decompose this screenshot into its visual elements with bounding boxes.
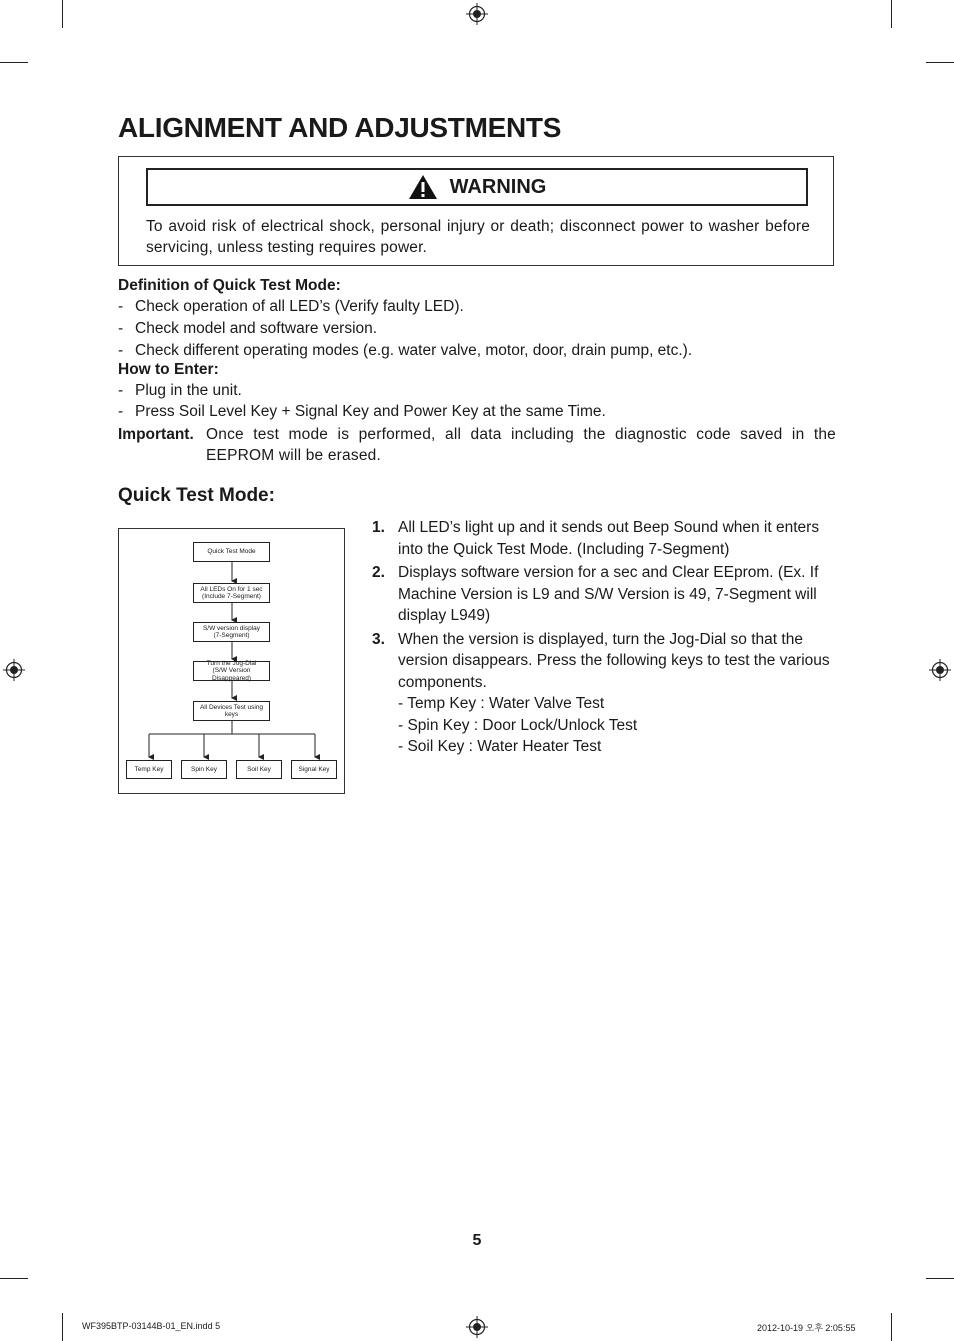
flow-box-label: Quick Test Mode xyxy=(207,548,256,556)
registration-mark-icon xyxy=(466,1316,488,1338)
crop-mark xyxy=(62,1313,63,1341)
list-item-text: Check operation of all LED’s (Verify faulty LED). xyxy=(135,298,464,315)
crop-mark xyxy=(891,0,892,28)
list-item: - Check model and software version. xyxy=(118,320,378,337)
flow-box-soil-key xyxy=(236,760,282,779)
quick-test-steps xyxy=(372,517,836,760)
list-item-text: Check model and software version. xyxy=(135,320,378,337)
crop-mark xyxy=(62,0,63,28)
step-text: Displays software version for a sec and Clear EEprom. (Ex. If Machine Version is L9 and S/W Version is 49, 7-Segment will display L949) xyxy=(398,564,819,624)
list-item: - Check different operating modes (e.g. water valve, motor, door, drain pump, etc.). xyxy=(118,342,693,359)
flow-box-label: (S/W Version Disappeared) xyxy=(211,667,252,682)
list-item: - Press Soil Level Key + Signal Key and Power Key at the same Time. xyxy=(118,403,606,420)
crop-mark xyxy=(926,1278,954,1279)
important-label: Important. xyxy=(118,426,194,443)
list-item-text: Press Soil Level Key + Signal Key and Power Key at the same Time. xyxy=(135,403,606,420)
registration-mark-icon xyxy=(929,659,951,681)
crop-mark xyxy=(926,62,954,63)
quick-test-heading: Quick Test Mode: xyxy=(118,485,275,506)
step-number: 2. xyxy=(372,564,385,581)
step-item xyxy=(372,517,836,560)
flow-box-label: Spin Key xyxy=(190,765,218,773)
list-item-text: Check different operating modes (e.g. water valve, motor, door, drain pump, etc.). xyxy=(135,342,693,359)
flow-box-label: Temp Key xyxy=(134,765,164,773)
footer-timestamp: 2012-10-19 오후 2:05:55 xyxy=(757,1323,856,1333)
list-item-text: Plug in the unit. xyxy=(135,382,242,399)
flow-box-spin-key xyxy=(181,760,227,779)
flow-box-label: Soil Key xyxy=(247,765,271,773)
flow-box-label: (7-Segment) xyxy=(213,632,250,639)
flow-box-quick-test xyxy=(193,542,270,562)
flow-box-label: Signal Key xyxy=(298,765,330,773)
footer-file: WF395BTP-03144B-01_EN.indd 5 xyxy=(82,1321,221,1331)
flow-box-label: S/W version display xyxy=(202,624,261,632)
flow-box-label: (Include 7-Segment) xyxy=(202,593,261,600)
flow-box-all-devices xyxy=(193,701,270,721)
page-number: 5 xyxy=(472,1232,482,1249)
flow-box-signal-key xyxy=(291,760,337,779)
flow-box-label: All LEDs On for 1 sec xyxy=(200,585,263,593)
flow-box-label: Turn the Jog-Dial xyxy=(206,659,257,667)
flowchart-diagram xyxy=(118,528,345,794)
definition-section xyxy=(118,275,838,361)
warning-header xyxy=(146,168,808,206)
list-item: - Plug in the unit. xyxy=(118,382,242,399)
registration-mark-icon xyxy=(466,3,488,25)
step-text: When the version is displayed, turn the Jog-Dial so that the version disappears. Press the following keys to test the various components. xyxy=(398,630,830,691)
sub-item: - Soil Key : Water Heater Test xyxy=(398,738,602,755)
flow-box-jog-dial xyxy=(193,661,270,681)
sub-item: - Temp Key : Water Valve Test xyxy=(398,695,605,712)
registration-mark-icon xyxy=(3,659,25,681)
page-title: ALIGNMENT AND ADJUSTMENTS xyxy=(118,112,562,143)
warning-heading: WARNING xyxy=(449,175,547,198)
step-text: All LED’s light up and it sends out Beep Sound when it enters into the Quick Test Mode. (Including 7-Segment) xyxy=(398,519,820,558)
list-item: - Check operation of all LED’s (Verify faulty LED). xyxy=(118,298,464,315)
crop-mark xyxy=(891,1313,892,1341)
flow-box-all-leds xyxy=(193,583,270,603)
step-number: 3. xyxy=(372,630,385,648)
step-number: 1. xyxy=(372,519,385,536)
flow-box-temp-key xyxy=(126,760,172,779)
how-to-enter-heading: How to Enter: xyxy=(118,361,219,378)
sub-item: - Spin Key : Door Lock/Unlock Test xyxy=(398,716,638,734)
warning-box xyxy=(118,156,834,266)
flow-box-label: All Devices Test using keys xyxy=(199,703,264,718)
important-text: Once test mode is performed, all data including the diagnostic code saved in the EEPROM will be erased. xyxy=(206,426,836,464)
crop-mark xyxy=(0,1278,28,1279)
crop-mark xyxy=(0,62,28,63)
important-note xyxy=(118,424,836,466)
step-body xyxy=(398,629,836,758)
warning-triangle-icon xyxy=(408,174,438,200)
how-to-enter-section xyxy=(118,359,838,422)
definition-heading: Definition of Quick Test Mode: xyxy=(118,277,341,294)
step-item xyxy=(372,629,836,758)
flow-box-sw-version xyxy=(193,622,270,642)
warning-text: To avoid risk of electrical shock, personal injury or death; disconnect power to washer before servicing, unless testing requires power. xyxy=(146,218,810,256)
step-item xyxy=(372,562,836,627)
